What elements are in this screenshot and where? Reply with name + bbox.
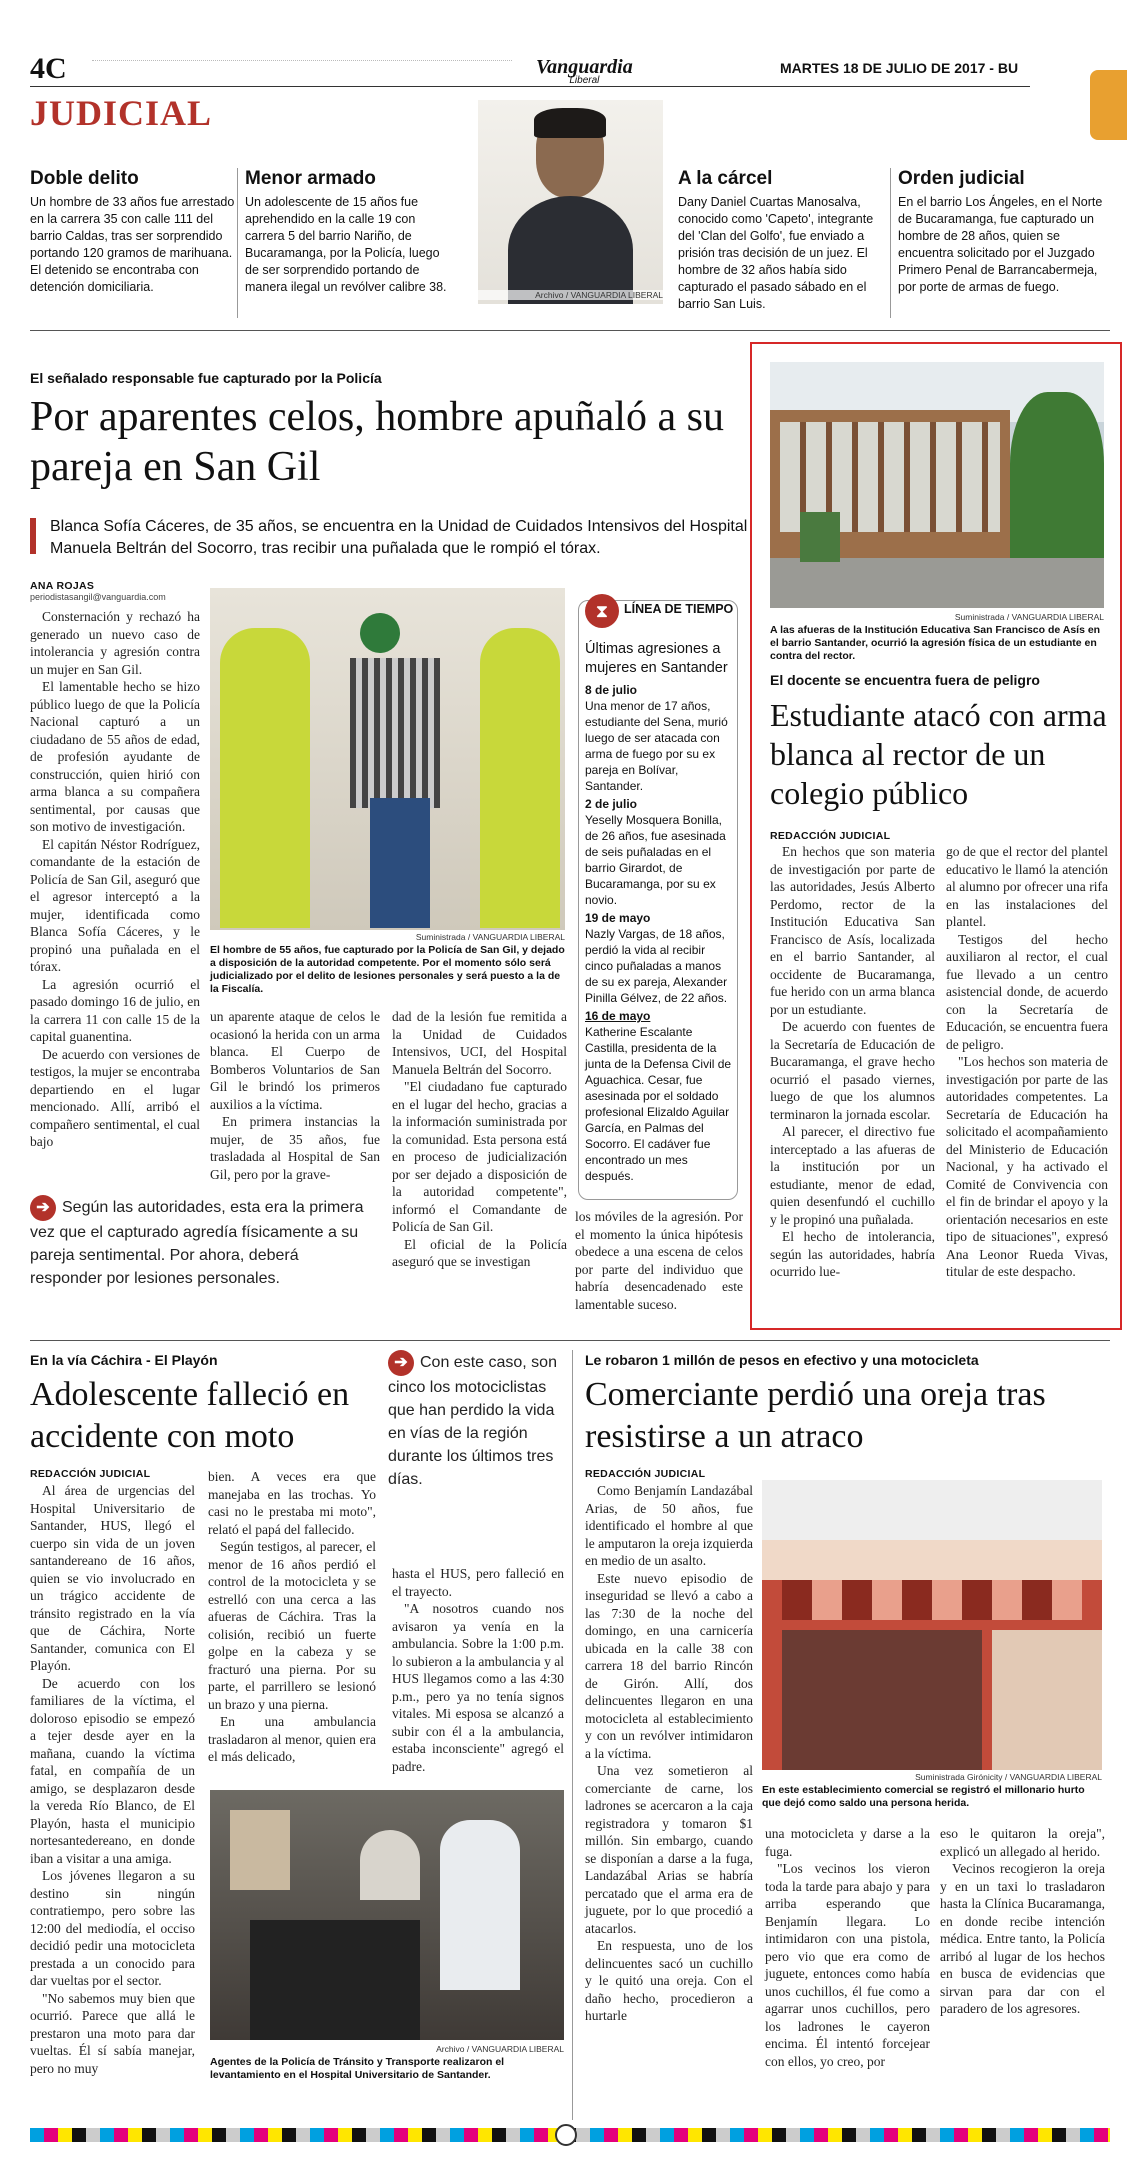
masthead-rule — [30, 86, 1030, 87]
timeline-title: Últimas agresiones a mujeres en Santander — [585, 641, 728, 676]
arrow-right-icon: ➔ — [30, 1195, 56, 1221]
paragraph: El capitán Néstor Rodríguez, comandante de la estación de Policía de San Gil, aseguró que el agresor interceptó a la mujer, identificada como Blanca Sofía Cáceres, y le propinó una puñalada en el tórax. — [30, 836, 200, 974]
paragraph: Al área de urgencias del Hospital Universitario de Santander, HUS, llegó el cuerpo sin vida de un joven santandereano de 16 años, quien se vio involucrado en un trágico accidente de tránsito registrado en la vía que de Cáchira, Norte Santander, comunica con El Playón. — [30, 1483, 195, 1673]
brief-text: En el barrio Los Ángeles, en el Norte de Bucaramanga, fue capturado un hombre de 28 años, quien se encuentra solicitado por el Juzgado Primero Penal de Barrancabermeja, por porte de armas de fuego. — [898, 195, 1103, 294]
timeline-date: 19 de mayo — [585, 911, 651, 925]
robbery-col2 — [765, 1825, 930, 2070]
paragraph: Una vez sometieron al comerciante de carne, los ladrones se acercaron a la caja registradora y tomaron $1 millón. Sin embargo, cuando se disponían a darse a la fuga, Landazábal Arias se habría percatado que el arma era de juguete, por lo que procedió a atacarlos. — [585, 1763, 753, 1936]
timeline-date: 2 de julio — [585, 797, 638, 811]
brief-text: Dany Daniel Cuartas Manosalva, conocido como 'Capeto', integrante del 'Clan del Golfo', fue enviado a prisión tras decisión de un juez. El hombre de 32 años había sido capturado el pasado sábado en el barrio San Luis. — [678, 195, 874, 311]
robbery-kicker: Le robaron 1 millón de pesos en efectivo y una motocicleta — [585, 1352, 979, 1368]
main-photo-caption: El hombre de 55 años, fue capturado por la Policía de San Gil, y dejado a disposición de la autoridad competente. Por el momento sólo será judicializado por el delito de lesiones personales y será puesto a la de la Fiscalía. — [210, 944, 565, 995]
school-photo — [770, 362, 1104, 608]
section-title: JUDICIAL — [30, 93, 213, 133]
school-byline: REDACCIÓN JUDICIAL — [770, 830, 891, 842]
brief-title: Menor armado — [245, 168, 376, 189]
paragraph: los móviles de la agresión. Por el momento la única hipótesis obedece a una escena de celos por parte del individuo que habría desencadenado este lamentable suceso. — [575, 1209, 743, 1312]
robbery-byline: REDACCIÓN JUDICIAL — [585, 1468, 706, 1480]
paragraph: una motocicleta y darse a la fuga. — [765, 1826, 930, 1859]
timeline-text: Una menor de 17 años, estudiante del Sena, murió luego de ser atacada con arma de fuego por su ex pareja en Bolívar, Santander. — [585, 699, 728, 793]
paragraph: La agresión ocurrió el pasado domingo 16 de julio, en la carrera 11 con calle 15 de la capital guanentina. — [30, 976, 200, 1044]
main-lead: Blanca Sofía Cáceres, de 35 años, se encuentra en la Unidad de Cuidados Intensivos del Hospital Manuela Beltrán del Socorro, tras recibir una puñalada que le rompió el tórax. — [50, 518, 748, 557]
main-kicker: El señalado responsable fue capturado por la Policía — [30, 370, 382, 386]
paragraph: go de que el rector del plantel educativo le llamó la atención al alumno por ofrecer una rifa en las instalaciones del plantel. — [946, 844, 1108, 929]
paragraph: Al parecer, el directivo fue interceptado a las afueras de la institución por un estudiante, menor de edad, quien desenfundó el cuchillo y le propinó una puñalada. — [770, 1124, 935, 1227]
paragraph: El oficial de la Policía aseguró que se investigan — [392, 1236, 567, 1269]
timeline-entries — [585, 682, 733, 1184]
pullquote-text: Con este caso, son cinco los motociclistas que han perdido la vida en vías de la región durante los últimos tres días. — [388, 1354, 557, 1488]
timeline-date: 16 de mayo — [585, 1009, 651, 1023]
briefs-rule — [30, 330, 1110, 331]
brief-3 — [678, 168, 883, 313]
paragraph: "El ciudadano fue capturado en el lugar del hecho, gracias a la información suministrada por la comunidad. Esta persona está en proceso de judicialización por ser dejado a disposición de la autoridad competente", informó el Comandante de Policía de San Gil. — [392, 1079, 567, 1234]
masthead-date: MARTES 18 DE JULIO DE 2017 - BU — [780, 60, 1019, 76]
main-author-email: periodistasangil@vanguardia.com — [30, 592, 166, 602]
paragraph: hasta el HUS, pero falleció en el trayecto. — [392, 1566, 564, 1599]
moto-photo-credit: Archivo / VANGUARDIA LIBERAL — [436, 2044, 564, 2054]
divider — [237, 168, 238, 318]
moto-col3 — [392, 1565, 564, 1775]
timeline-label: LÍNEA DE TIEMPO — [624, 602, 734, 616]
brief-title: Orden judicial — [898, 168, 1025, 189]
moto-byline: REDACCIÓN JUDICIAL — [30, 1468, 151, 1480]
paragraph: Los jóvenes llegaron a su destino sin ningún contratiempo, pero sobre las 12:00 del mediodía, el occiso decidió pedir una motocicleta prestada a un conocido para dar vueltas por el sector. — [30, 1868, 195, 1988]
brief-text: Un hombre de 33 años fue arrestado en la carrera 35 con calle 111 del barrio Caldas, tras ser sorprendido portando 120 gramos de marihuana. El detenido se encontraba con detención domiciliaria. — [30, 195, 235, 294]
main-col4 — [575, 1208, 743, 1313]
paragraph: "A nosotros cuando nos avisaron ya venía en la ambulancia. Sobre la 1:00 p.m. lo subieron a la ambulancia y al HUS llegamos como a las 4:30 p.m., pero ya no tenía signos vitales. Mi esposa se alcanzó a subir con él a la ambulancia, estaba inconsciente" agregó el padre. — [392, 1601, 564, 1774]
school-kicker: El docente se encuentra fuera de peligro — [770, 672, 1040, 688]
brief-photo-credit: Archivo / VANGUARDIA LIBERAL — [478, 290, 663, 300]
paragraph: De acuerdo con los familiares de la víctima, el doloroso episodio se empezó a tejer desde ayer en la mañana, cuando la víctima fatal, en compañía de un amigo, se desplazaron desde la vereda Río Blanco, de El Playón, hasta el municipio nortesantedereano, en donde iban a visitar a una amiga. — [30, 1675, 195, 1866]
brand-name: Vanguardia — [536, 56, 633, 78]
masthead-top-noise — [92, 60, 512, 70]
brief-title: A la cárcel — [678, 168, 773, 189]
timeline-date: 8 de julio — [585, 683, 638, 697]
paragraph: Este nuevo episodio de inseguridad se llevó a cabo a las 7:30 de la noche del domingo, en una carnicería ubicada en la calle 38 con carrera 18 del barrio Rincón de Girón. Allí, dos delincuentes llegaron en una motocicleta al establecimiento y con un revólver intimidaron a la víctima. — [585, 1570, 753, 1761]
brief-photo — [478, 100, 663, 304]
main-headline: Por aparentes celos, hombre apuñaló a su pareja en San Gil — [30, 394, 724, 490]
moto-photo — [210, 1790, 564, 2040]
paragraph: De acuerdo con versiones de testigos, la mujer se encontraba departiendo en el lugar mencionado. Allí, arribó el compañero sentimental, el cual bajo — [30, 1046, 200, 1149]
registration-mark-icon — [555, 2124, 577, 2146]
paragraph: eso le quitaron la oreja", explicó un allegado al herido. — [940, 1826, 1105, 1859]
paragraph: Como Benjamín Landazábal Arias, de 50 años, fue identificado el hombre al que le amputaron la oreja izquierda en medio de un asalto. — [585, 1483, 753, 1568]
paragraph: Testigos del hecho auxiliaron al rector, el cual fue llevado a un centro asistencial donde, de acuerdo con la Secretaría de Educación, se encuentra fuera de peligro. — [946, 931, 1108, 1052]
main-photo — [210, 588, 565, 930]
paragraph: De acuerdo con fuentes de la Secretaría de Educación de Bucaramanga, el grave hecho ocurrió el pasado viernes, luego de que los alumnos terminaron la jornada escolar. — [770, 1019, 935, 1122]
moto-pullquote — [388, 1350, 568, 1491]
paragraph: bien. A veces era que manejaba en las trochas. Yo casi no le prestaba mi moto", relató el papá del fallecido. — [208, 1469, 376, 1537]
moto-kicker: En la vía Cáchira - El Playón — [30, 1352, 218, 1368]
arrow-right-icon: ➔ — [388, 1350, 414, 1376]
main-col2 — [210, 1008, 380, 1183]
brief-title: Doble delito — [30, 168, 139, 189]
school-photo-caption: A las afueras de la Institución Educativa San Francisco de Asís en el barrio Santander, ocurrió la agresión física de un estudiante en contra del rector. — [770, 624, 1101, 662]
pullquote-text: Según las autoridades, esta era la primera vez que el capturado agredía físicamente a su pareja sentimental. Por ahora, deberá responder por lesiones personales. — [30, 1199, 364, 1287]
paragraph: En una ambulancia trasladaron al menor, quien era el más delicado, — [208, 1714, 376, 1764]
moto-col2 — [208, 1468, 376, 1766]
paragraph: dad de la lesión fue remitida a la Unidad de Cuidados Intensivos, UCI, del Hospital Manuela Beltrán del Socorro. — [392, 1009, 567, 1077]
brand-sub: Liberal — [569, 75, 600, 86]
paragraph: "Los vecinos los vieron toda la tarde para abajo y para arriba esperando que Benjamín llegara. Lo intimidaron con una pistola, pero vio que era como de juguete, entonces como había unos cuchillos, él fue como a agarrar unos cuchillos, pero los ladrones le cayeron encima. Él intentó forcejear con ellos, yo creo, por — [765, 1861, 930, 2069]
lead-marker — [30, 518, 36, 554]
divider — [572, 1350, 573, 2120]
paragraph: El lamentable hecho se hizo público luego de que la Policía Nacional capturó a un ciudadano de 55 años de edad, de profesión ayudante de construcción, quien hirió con arma blanca a su compañera sentimental, por causas que son motivo de investigación. — [30, 679, 200, 834]
brief-2 — [245, 168, 450, 296]
brand-logo — [536, 56, 633, 86]
robbery-col3 — [940, 1825, 1105, 2018]
paragraph: En primera instancias la mujer, de 35 años, fue trasladada al Hospital de San Gil, pero por la grave- — [210, 1114, 380, 1182]
timeline-text: Katherine Escalante Castilla, presidenta de la junta de la Defensa Civil de Aguachica. Cesar, fue asesinada por el soldado profesional Elizaldo Aguilar García, en Palmas del Socorro. El cadáver fue encontrado un mes después. — [585, 1025, 732, 1183]
moto-col1 — [30, 1482, 195, 2122]
school-photo-credit: Suministrada / VANGUARDIA LIBERAL — [954, 612, 1104, 622]
paragraph: Según testigos, al parecer, el menor de 16 años perdió el control de la motocicleta y se estrelló con una cerca a las afueras de Cáchira. Tras la colisión, recibió un fuerte golpe en la cabeza y se fracturó una pierna. Por su parte, el parrillero se lesionó un brazo y una pierna. — [208, 1539, 376, 1712]
school-headline: Estudiante atacó con arma blanca al rector de un colegio público — [770, 697, 1107, 811]
divider — [890, 168, 891, 318]
main-col3 — [392, 1008, 567, 1271]
paragraph: "Los hechos son materia de investigación por parte de las autoridades competentes. La Secretaría de Educación ha solicitado el acompañamiento del Ministerio de Educación Nacional, y ha activado el Comité de Convivencia con el fin de brindar el apoyo y la orientación necesarios en este tipo de situaciones", expresó Ana Leonor Rueda Vivas, titular de este despacho. — [946, 1054, 1108, 1279]
main-photo-credit: Suministrada / VANGUARDIA LIBERAL — [415, 932, 565, 942]
school-col2 — [946, 843, 1108, 1281]
page-corner-tab — [1090, 70, 1127, 140]
main-author: ANA ROJAS — [30, 580, 95, 592]
paragraph: En hechos que son materia de investigación por parte de las autoridades, Jesús Alberto Perdomo, rector de la Institución Educativa San Francisco de Asís, localizada en el barrio Santander, al occidente de Bucaramanga, fue herido con un arma blanca por un estudiante. — [770, 844, 935, 1017]
robbery-photo-credit: Suministrada Girónicity / VANGUARDIA LIBERAL — [915, 1772, 1102, 1782]
robbery-photo — [762, 1480, 1102, 1770]
moto-photo-caption: Agentes de la Policía de Tránsito y Transporte realizaron el levantamiento en el Hospital Universitario de Santander. — [210, 2056, 505, 2081]
hourglass-icon: ⧗ — [585, 594, 619, 628]
paragraph: Consternación y rechazó ha generado un nuevo caso de intolerancia y agresión contra un mujer en San Gil. — [30, 609, 200, 677]
main-col1 — [30, 608, 200, 1183]
timeline-text: Yeselly Mosquera Bonilla, de 26 años, fue asesinada de seis puñaladas en el barrio Girardot, de Bucaramanga, por su ex novio. — [585, 813, 726, 907]
moto-headline: Adolescente falleció en accidente con moto — [30, 1376, 350, 1455]
school-col1 — [770, 843, 935, 1281]
robbery-headline: Comerciante perdió una oreja tras resistirse a un atraco — [585, 1376, 1046, 1455]
paragraph: Vecinos recogieron la oreja y en un taxi lo trasladaron hasta la Clínica Bucaramanga, en donde recibe intención médica. Entre tanto, la Policía arribó al lugar de los hechos en busca de evidencias que sirvan para dar con el paradero de los agresores. — [940, 1861, 1105, 2016]
page-number: 4C — [30, 52, 67, 85]
timeline-text: Nazly Vargas, de 18 años, perdió la vida al recibir cinco puñaladas a manos de su ex pareja, Alexander Pinilla Gélvez, de 22 años. — [585, 927, 728, 1005]
paragraph: un aparente ataque de celos le ocasionó la herida con un arma blanca. El Cuerpo de Bomberos Voluntarios de San Gil le brindó los primeros auxilios a la víctima. — [210, 1009, 380, 1112]
brief-text: Un adolescente de 15 años fue aprehendido en la calle 19 con carrera 5 del barrio Nariño, de Bucaramanga, por la Policía, luego de ser sorprendido portando de manera ilegal un revólver calibre 38. — [245, 195, 447, 294]
main-pullquote — [30, 1195, 375, 1290]
brief-4 — [898, 168, 1108, 296]
paragraph: En respuesta, uno de los delincuentes sacó un cuchillo y le quitó una oreja. Con el daño hecho, procedieron a hurtarle — [585, 1938, 753, 2023]
middle-rule — [30, 1340, 1110, 1341]
paragraph: El hecho de intolerancia, según las autoridades, habría ocurrido lue- — [770, 1229, 935, 1279]
robbery-photo-caption: En este establecimiento comercial se registró el millonario hurto que dejó como saldo una persona herida. — [762, 1784, 1085, 1809]
robbery-col1 — [585, 1482, 753, 2025]
brief-1 — [30, 168, 235, 296]
paragraph: "No sabemos muy bien que ocurrió. Parece que allá le prestaron una moto para dar vueltas. Él sí sabía manejar, pero no muy — [30, 1990, 195, 2076]
